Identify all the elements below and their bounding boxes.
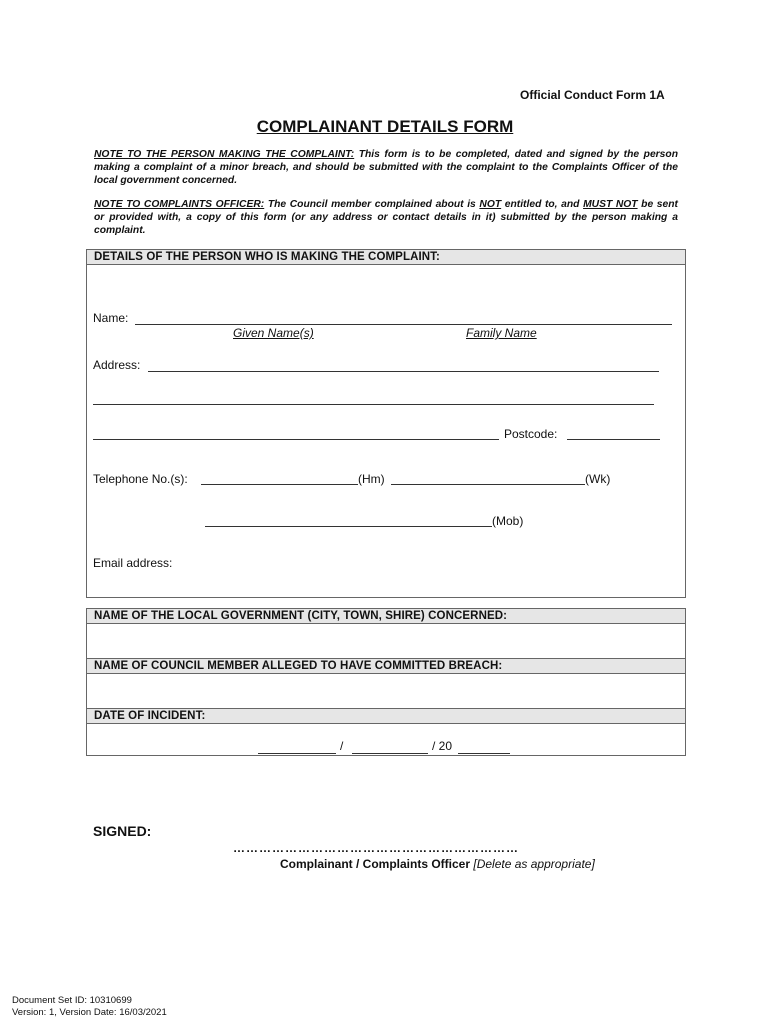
local-government-heading: NAME OF THE LOCAL GOVERNMENT (CITY, TOWN, SHIRE) CONCERNED: bbox=[87, 609, 685, 624]
name-label: Name: bbox=[93, 311, 129, 325]
note-text: The Council member complained about is bbox=[264, 199, 480, 210]
address-field-line-3[interactable] bbox=[93, 439, 499, 440]
date-separator: / bbox=[340, 739, 344, 753]
mobile-phone-field[interactable] bbox=[205, 526, 492, 527]
local-government-field[interactable] bbox=[87, 624, 685, 659]
signature-line[interactable]: ………………………………………………………… bbox=[233, 841, 519, 855]
incident-year-field[interactable] bbox=[458, 753, 510, 754]
council-member-field[interactable] bbox=[87, 674, 685, 709]
work-phone-label: (Wk) bbox=[585, 472, 611, 486]
work-phone-field[interactable] bbox=[391, 484, 585, 485]
name-field[interactable] bbox=[135, 324, 672, 325]
given-name-label: Given Name(s) bbox=[233, 326, 314, 340]
note-to-officer bbox=[94, 198, 678, 237]
home-phone-field[interactable] bbox=[201, 484, 358, 485]
note-text: be sent or provided with, a copy of this form (or any address or contact details in it) submitted by the person making a complaint. bbox=[94, 199, 678, 236]
page-title: COMPLAINANT DETAILS FORM bbox=[256, 117, 514, 136]
postcode-label: Postcode: bbox=[504, 427, 558, 441]
mobile-phone-label: (Mob) bbox=[492, 514, 524, 528]
note-text: This form is to be completed, dated and signed by the person making a complaint of a minor breach, and should be submitted with the complaint to the Complaints Officer of the local government concerned. bbox=[94, 149, 678, 186]
form-id: Official Conduct Form 1A bbox=[520, 88, 665, 102]
signature-note: [Delete as appropriate] bbox=[473, 857, 595, 871]
note-emphasis-not: NOT bbox=[479, 199, 502, 210]
incident-day-field[interactable] bbox=[258, 753, 336, 754]
family-name-label: Family Name bbox=[466, 326, 537, 340]
signature-role-text: Complainant / Complaints Officer bbox=[280, 857, 471, 871]
signature-role bbox=[280, 857, 595, 871]
home-phone-label: (Hm) bbox=[358, 472, 385, 486]
incident-details-section bbox=[86, 608, 686, 756]
complainant-details-section bbox=[86, 249, 686, 598]
note-text: entitled to, and bbox=[501, 199, 584, 210]
note-lead: NOTE TO COMPLAINTS OFFICER: bbox=[94, 199, 265, 210]
section-heading: DETAILS OF THE PERSON WHO IS MAKING THE COMPLAINT: bbox=[87, 250, 685, 265]
email-label: Email address: bbox=[93, 556, 173, 570]
postcode-field[interactable] bbox=[567, 439, 660, 440]
note-to-complainant bbox=[94, 148, 678, 187]
date-of-incident-heading: DATE OF INCIDENT: bbox=[87, 709, 685, 724]
version-info: Version: 1, Version Date: 16/03/2021 bbox=[12, 1007, 167, 1018]
telephone-label: Telephone No.(s): bbox=[93, 472, 188, 486]
address-label: Address: bbox=[93, 358, 141, 372]
year-prefix: / 20 bbox=[432, 739, 453, 753]
signed-label: SIGNED: bbox=[93, 823, 152, 839]
document-set-id: Document Set ID: 10310699 bbox=[12, 995, 132, 1006]
note-lead: NOTE TO THE PERSON MAKING THE COMPLAINT: bbox=[94, 149, 355, 160]
incident-month-field[interactable] bbox=[352, 753, 428, 754]
note-emphasis-must-not: MUST NOT bbox=[583, 199, 638, 210]
address-field-line-2[interactable] bbox=[93, 404, 654, 405]
address-field-line-1[interactable] bbox=[148, 371, 659, 372]
council-member-heading: NAME OF COUNCIL MEMBER ALLEGED TO HAVE COMMITTED BREACH: bbox=[87, 659, 685, 674]
footer bbox=[12, 995, 167, 1019]
